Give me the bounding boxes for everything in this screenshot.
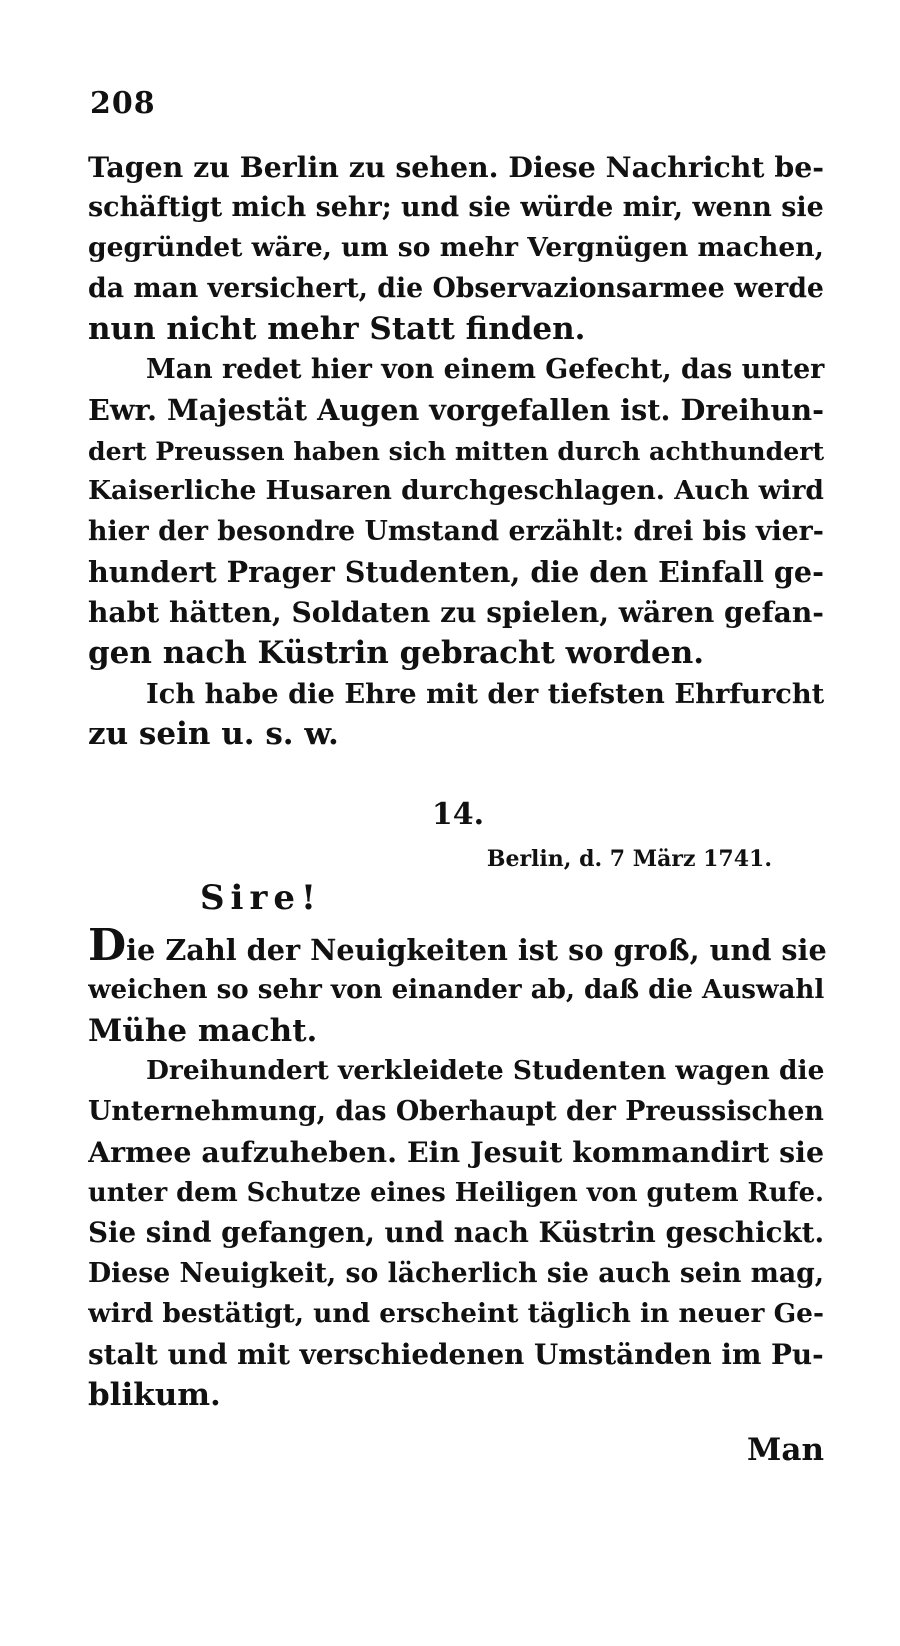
text-line: Diese Neuigkeit, so lächerlich sie auch sein mag, (88, 1257, 825, 1289)
page-number: 208 (90, 86, 156, 121)
text-line: Kaiserliche Husaren durchgeschlagen. Auch wird (88, 475, 824, 506)
letter-number: 14. (431, 796, 485, 832)
text-line: Tagen zu Berlin zu sehen. Diese Nachricht be- (88, 150, 825, 184)
paragraph-3 (88, 674, 828, 755)
text-line: Unternehmung, das Oberhaupt der Preussischen (88, 1095, 824, 1127)
paragraph-2 (88, 350, 828, 674)
initial-letter: D (88, 927, 127, 970)
dateline: Berlin, d. 7 März 1741. (486, 845, 772, 872)
line-rest: ie Zahl der Neuigkeiten ist so groß, und sie (126, 932, 827, 967)
text-line: hundert Prager Studenten, die den Einfall ge- (88, 555, 824, 589)
text-line (88, 928, 828, 971)
book-page (88, 86, 828, 1468)
text-line: Man redet hier von einem Gefecht, das unter (146, 353, 825, 385)
catchword: Man (747, 1431, 824, 1468)
letter-paragraph-2 (88, 1051, 828, 1416)
text-line: blikum. (88, 1377, 221, 1413)
text-line: Ich habe die Ehre mit der tiefsten Ehrfurcht (146, 677, 825, 710)
text-line: unter dem Schutze eines Heiligen von gutem Rufe. (88, 1177, 824, 1208)
text-line: nun nicht mehr Statt finden. (88, 311, 586, 347)
text-line: dert Preussen haben sich mitten durch achthundert (88, 435, 825, 466)
text-line: gegründet wäre, um so mehr Vergnügen machen, (88, 232, 824, 263)
letter-paragraph-1 (88, 928, 828, 1052)
text-line: gen nach Küstrin gebracht worden. (88, 635, 705, 671)
text-line: da man versichert, die Observazionsarmee werde (88, 272, 824, 304)
text-line: Dreihundert verkleidete Studenten wagen die (146, 1055, 825, 1086)
text-line: Mühe macht. (88, 1012, 318, 1049)
text-line: schäftigt mich sehr; und sie würde mir, wenn sie (88, 191, 824, 223)
text-line: hier der besondre Umstand erzählt: drei bis vier- (88, 515, 824, 547)
text-line: Ewr. Majestät Augen vorgefallen ist. Dreihun- (88, 393, 825, 427)
salutation: Sire! (200, 877, 322, 918)
text-line: stalt und mit verschiedenen Umständen im Pu- (88, 1337, 824, 1371)
text-line: weichen so sehr von einander ab, daß die Auswahl (88, 974, 825, 1005)
paragraph-1 (88, 147, 828, 350)
text-line: Armee aufzuheben. Ein Jesuit kommandirt sie (88, 1135, 825, 1169)
text-line: wird bestätigt, und erscheint täglich in neuer Ge- (88, 1298, 824, 1329)
text-line: Sie sind gefangen, und nach Küstrin geschickt. (88, 1216, 825, 1249)
text-line: zu sein u. s. w. (88, 716, 339, 752)
text-line: habt hätten, Soldaten zu spielen, wären gefan- (88, 595, 824, 629)
